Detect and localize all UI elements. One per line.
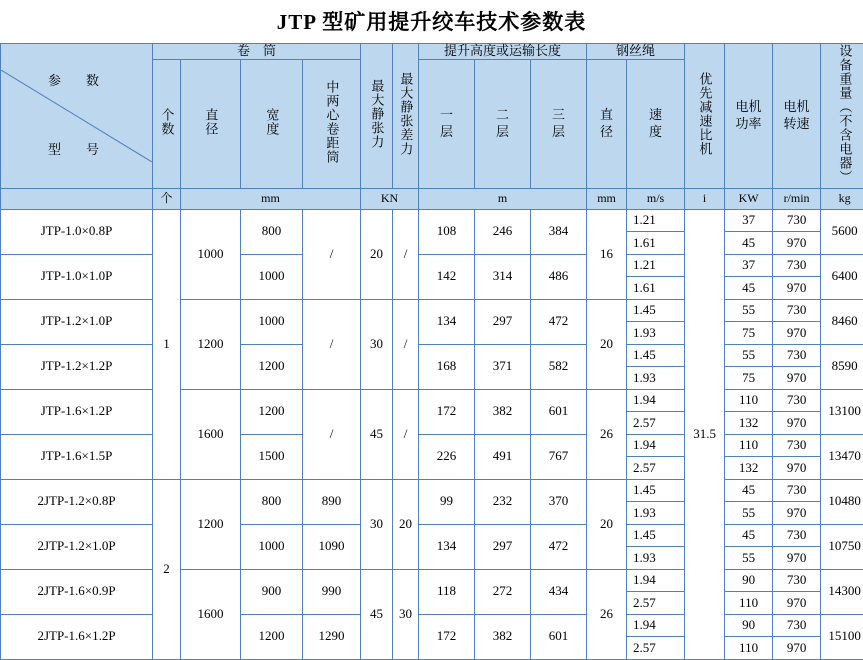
cell-weight: 10480 [821, 479, 863, 524]
cell-motor-speed: 730 [773, 569, 821, 592]
table-row [1, 479, 863, 502]
cell-motor-power: 110 [725, 592, 773, 615]
header-layer2: 二 层 [475, 59, 531, 188]
unit-tension: KN [361, 188, 419, 209]
cell-center-distance: 1290 [303, 614, 361, 659]
header-speed: 速 度 [627, 59, 685, 188]
cell-motor-speed: 970 [773, 592, 821, 615]
header-ratio: 优先减速比机 [685, 44, 725, 189]
cell-drum-width: 1200 [241, 614, 303, 659]
table-row [1, 614, 863, 637]
cell-motor-speed: 970 [773, 547, 821, 570]
cell-motor-speed: 730 [773, 524, 821, 547]
header-center-distance: 中两心卷距筒 [303, 59, 361, 188]
cell-drum-width: 800 [241, 209, 303, 254]
cell-motor-speed: 970 [773, 367, 821, 390]
cell-layer1: 99 [419, 479, 475, 524]
cell-motor-power: 37 [725, 254, 773, 277]
cell-speed: 1.94 [627, 614, 685, 637]
cell-speed: 1.45 [627, 479, 685, 502]
unit-ratio: i [685, 188, 725, 209]
cell-motor-power: 55 [725, 547, 773, 570]
group-lift-length: 提升高度或运输长度 [419, 44, 587, 60]
cell-motor-power: 90 [725, 569, 773, 592]
header-max-static-diff: 最大静张差力 [393, 44, 419, 189]
table-row [1, 344, 863, 367]
cell-motor-power: 110 [725, 389, 773, 412]
unit-drum-mm: mm [181, 188, 361, 209]
cell-layer3: 434 [531, 569, 587, 614]
cell-rope-diameter: 16 [587, 209, 627, 299]
cell-motor-speed: 730 [773, 434, 821, 457]
cell-speed: 1.45 [627, 299, 685, 322]
cell-center-distance: / [303, 299, 361, 389]
header-layer1: 一 层 [419, 59, 475, 188]
header-drum-count: 个数 [153, 59, 181, 188]
table-row [1, 389, 863, 412]
cell-speed: 1.21 [627, 254, 685, 277]
page-title: JTP 型矿用提升绞车技术参数表 [0, 0, 863, 43]
cell-motor-speed: 970 [773, 457, 821, 480]
unit-weight: kg [821, 188, 863, 209]
cell-layer2: 382 [475, 614, 531, 659]
cell-speed: 1.61 [627, 232, 685, 255]
spec-table [0, 43, 863, 660]
cell-rope-diameter: 26 [587, 389, 627, 479]
unit-length: m [419, 188, 587, 209]
cell-weight: 13100 [821, 389, 863, 434]
cell-rope-diameter: 20 [587, 299, 627, 389]
cell-weight: 14300 [821, 569, 863, 614]
cell-max-static-tension: 20 [361, 209, 393, 299]
cell-max-static-tension: 45 [361, 569, 393, 659]
group-drum: 卷 筒 [153, 44, 361, 60]
cell-layer1: 172 [419, 614, 475, 659]
cell-motor-power: 37 [725, 209, 773, 232]
cell-speed: 1.94 [627, 569, 685, 592]
header-drum-width: 宽度 [241, 59, 303, 188]
cell-motor-power: 90 [725, 614, 773, 637]
cell-motor-power: 55 [725, 299, 773, 322]
cell-speed: 1.61 [627, 277, 685, 300]
cell-layer3: 601 [531, 389, 587, 434]
cell-model: JTP-1.6×1.2P [1, 389, 153, 434]
cell-motor-speed: 730 [773, 209, 821, 232]
cell-center-distance: / [303, 209, 361, 299]
cell-motor-speed: 970 [773, 502, 821, 525]
corner-model-label: 型 号 [1, 143, 152, 158]
cell-motor-speed: 970 [773, 277, 821, 300]
cell-motor-speed: 970 [773, 322, 821, 345]
cell-drum-width: 1000 [241, 524, 303, 569]
corner-param-label: 参 数 [1, 74, 152, 89]
cell-motor-power: 132 [725, 412, 773, 435]
cell-weight: 6400 [821, 254, 863, 299]
cell-layer1: 134 [419, 299, 475, 344]
cell-layer3: 582 [531, 344, 587, 389]
cell-motor-speed: 730 [773, 479, 821, 502]
cell-speed: 2.57 [627, 637, 685, 660]
cell-motor-speed: 970 [773, 412, 821, 435]
cell-speed: 1.93 [627, 547, 685, 570]
cell-center-distance: 1090 [303, 524, 361, 569]
cell-model: JTP-1.2×1.0P [1, 299, 153, 344]
table-row [1, 299, 863, 322]
cell-layer2: 297 [475, 299, 531, 344]
cell-max-static-diff: 30 [393, 569, 419, 659]
cell-model: 2JTP-1.2×0.8P [1, 479, 153, 524]
header-drum-diameter: 直径 [181, 59, 241, 188]
cell-layer1: 168 [419, 344, 475, 389]
cell-motor-speed: 730 [773, 344, 821, 367]
cell-layer3: 472 [531, 299, 587, 344]
table-body [1, 209, 863, 659]
cell-rope-diameter: 26 [587, 569, 627, 659]
cell-motor-speed: 730 [773, 389, 821, 412]
cell-layer2: 382 [475, 389, 531, 434]
unit-motor-speed: r/min [773, 188, 821, 209]
cell-center-distance: 990 [303, 569, 361, 614]
cell-drum-width: 1000 [241, 254, 303, 299]
cell-layer3: 472 [531, 524, 587, 569]
cell-motor-power: 75 [725, 367, 773, 390]
cell-layer1: 142 [419, 254, 475, 299]
cell-weight: 8460 [821, 299, 863, 344]
cell-motor-speed: 970 [773, 232, 821, 255]
cell-max-static-diff: / [393, 209, 419, 299]
table-row [1, 524, 863, 547]
header-layer3: 三 层 [531, 59, 587, 188]
cell-speed: 1.93 [627, 502, 685, 525]
unit-speed: m/s [627, 188, 685, 209]
cell-weight: 13470 [821, 434, 863, 479]
cell-layer2: 297 [475, 524, 531, 569]
header-motor-speed: 电机 转速 [773, 44, 821, 189]
corner-param-model [1, 44, 153, 189]
cell-max-static-diff: 20 [393, 479, 419, 569]
cell-drum-diameter: 1000 [181, 209, 241, 299]
cell-model: JTP-1.0×1.0P [1, 254, 153, 299]
cell-layer2: 246 [475, 209, 531, 254]
cell-speed: 1.45 [627, 344, 685, 367]
cell-motor-power: 110 [725, 637, 773, 660]
cell-layer1: 172 [419, 389, 475, 434]
cell-drum-count: 1 [153, 209, 181, 479]
cell-max-static-tension: 30 [361, 479, 393, 569]
cell-motor-power: 55 [725, 344, 773, 367]
cell-layer3: 486 [531, 254, 587, 299]
cell-model: 2JTP-1.6×0.9P [1, 569, 153, 614]
cell-speed: 2.57 [627, 592, 685, 615]
cell-layer1: 108 [419, 209, 475, 254]
cell-drum-width: 1000 [241, 299, 303, 344]
cell-max-static-tension: 30 [361, 299, 393, 389]
cell-layer3: 370 [531, 479, 587, 524]
cell-motor-speed: 970 [773, 637, 821, 660]
cell-motor-power: 110 [725, 434, 773, 457]
cell-speed: 1.21 [627, 209, 685, 232]
cell-layer3: 767 [531, 434, 587, 479]
cell-layer1: 134 [419, 524, 475, 569]
cell-speed: 2.57 [627, 457, 685, 480]
cell-speed: 1.93 [627, 322, 685, 345]
cell-layer1: 226 [419, 434, 475, 479]
cell-center-distance: / [303, 389, 361, 479]
cell-drum-count: 2 [153, 479, 181, 659]
cell-max-static-diff: / [393, 299, 419, 389]
cell-layer2: 314 [475, 254, 531, 299]
cell-speed: 1.94 [627, 389, 685, 412]
cell-motor-power: 45 [725, 479, 773, 502]
cell-motor-power: 55 [725, 502, 773, 525]
header-weight: 设备重量（不含电器） [821, 44, 863, 189]
cell-motor-speed: 730 [773, 254, 821, 277]
cell-drum-diameter: 1600 [181, 569, 241, 659]
cell-model: JTP-1.2×1.2P [1, 344, 153, 389]
cell-layer2: 371 [475, 344, 531, 389]
cell-layer3: 601 [531, 614, 587, 659]
cell-ratio: 31.5 [685, 209, 725, 659]
cell-layer2: 272 [475, 569, 531, 614]
header-motor-power: 电机 功率 [725, 44, 773, 189]
cell-drum-width: 800 [241, 479, 303, 524]
cell-model: JTP-1.6×1.5P [1, 434, 153, 479]
unit-power: KW [725, 188, 773, 209]
table-row [1, 254, 863, 277]
cell-layer1: 118 [419, 569, 475, 614]
cell-model: 2JTP-1.2×1.0P [1, 524, 153, 569]
cell-drum-diameter: 1600 [181, 389, 241, 479]
cell-speed: 1.45 [627, 524, 685, 547]
table-row [1, 209, 863, 232]
cell-max-static-tension: 45 [361, 389, 393, 479]
cell-motor-speed: 730 [773, 614, 821, 637]
cell-motor-power: 45 [725, 524, 773, 547]
cell-motor-power: 45 [725, 277, 773, 300]
cell-drum-width: 900 [241, 569, 303, 614]
cell-weight: 5600 [821, 209, 863, 254]
cell-layer2: 491 [475, 434, 531, 479]
cell-speed: 1.93 [627, 367, 685, 390]
header-max-static-tension: 最大静张力 [361, 44, 393, 189]
cell-drum-diameter: 1200 [181, 299, 241, 389]
cell-model: JTP-1.0×0.8P [1, 209, 153, 254]
group-rope: 钢丝绳 [587, 44, 685, 60]
cell-weight: 15100 [821, 614, 863, 659]
cell-center-distance: 890 [303, 479, 361, 524]
cell-drum-width: 1200 [241, 344, 303, 389]
unit-model [1, 188, 153, 209]
table-row [1, 434, 863, 457]
cell-weight: 10750 [821, 524, 863, 569]
header-rope-diameter: 直 径 [587, 59, 627, 188]
cell-speed: 1.94 [627, 434, 685, 457]
cell-layer2: 232 [475, 479, 531, 524]
table-row [1, 569, 863, 592]
cell-speed: 2.57 [627, 412, 685, 435]
cell-motor-speed: 730 [773, 299, 821, 322]
cell-drum-width: 1200 [241, 389, 303, 434]
cell-layer3: 384 [531, 209, 587, 254]
cell-drum-width: 1500 [241, 434, 303, 479]
cell-motor-power: 45 [725, 232, 773, 255]
unit-count: 个 [153, 188, 181, 209]
cell-rope-diameter: 20 [587, 479, 627, 569]
cell-max-static-diff: / [393, 389, 419, 479]
unit-rope-mm: mm [587, 188, 627, 209]
cell-weight: 8590 [821, 344, 863, 389]
cell-model: 2JTP-1.6×1.2P [1, 614, 153, 659]
cell-drum-diameter: 1200 [181, 479, 241, 569]
cell-motor-power: 75 [725, 322, 773, 345]
cell-motor-power: 132 [725, 457, 773, 480]
